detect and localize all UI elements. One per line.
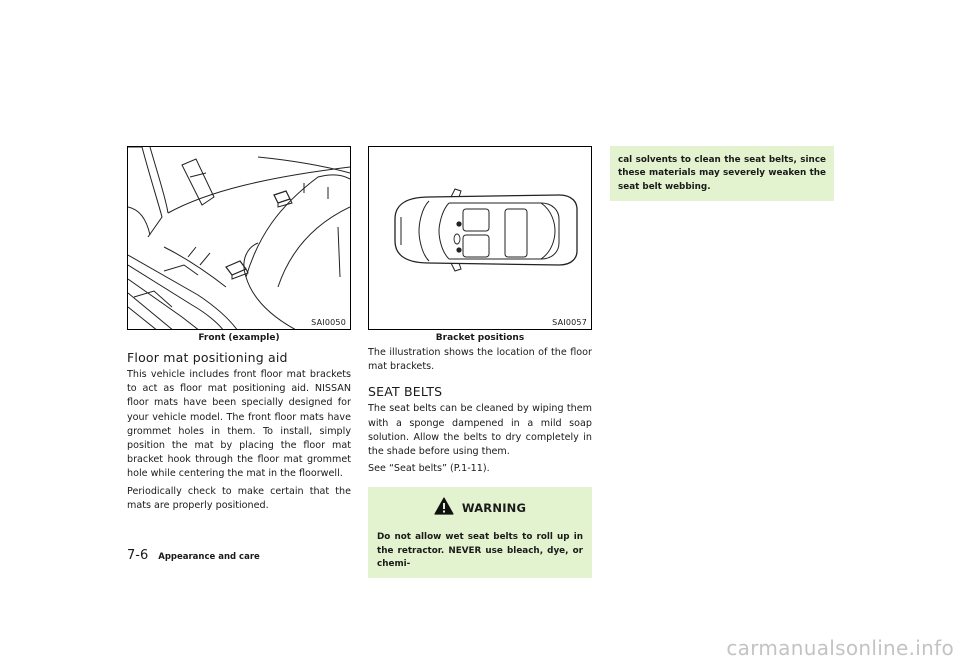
floor-mat-illustration — [127, 146, 351, 330]
paragraph: The illustration shows the location of the floor mat brackets. — [368, 347, 592, 373]
section-heading-seat-belts: SEAT BELTS — [368, 384, 443, 400]
warning-triangle-icon — [434, 497, 454, 519]
warning-text: cal solvents to clean the seat belts, since these materials may severely weaken the seat belt webbing. — [618, 155, 826, 192]
warning-box-continued — [610, 146, 834, 201]
car-top-view-drawing — [369, 147, 592, 330]
figure-caption: Front (example) — [198, 333, 280, 343]
bracket-positions-illustration — [368, 146, 592, 330]
paragraph: See “Seat belts” (P.1-11). — [368, 463, 490, 475]
page-footer — [127, 548, 260, 563]
watermark: carmanualsonline.info — [726, 636, 954, 660]
section-heading-floor-mat: Floor mat positioning aid — [127, 350, 288, 365]
paragraph: The seat belts can be cleaned by wiping them with a sponge dampened in a mild soap solution. Allow the belts to dry completely in the shade before using them. — [368, 403, 592, 458]
warning-title: WARNING — [461, 501, 527, 516]
figure-code: SAI0050 — [311, 318, 346, 327]
floor-mat-drawing — [128, 147, 351, 330]
column-left — [127, 146, 351, 513]
paragraph: Periodically check to make certain that the mats are properly positioned. — [127, 485, 351, 511]
warning-box — [368, 487, 592, 577]
section-name: Appearance and care — [158, 552, 260, 562]
page-number: 7-6 — [127, 548, 149, 563]
figure-caption: Bracket positions — [435, 333, 525, 343]
warning-text: Do not allow wet seat belts to roll up in the retractor. NEVER use bleach, dye, or chemi- — [377, 532, 583, 570]
column-right — [610, 146, 834, 201]
warning-header — [374, 497, 586, 519]
paragraph: This vehicle includes front floor mat brackets to act as floor mat positioning aid. NISSAN floor mats have been specially designed for your vehicle model. The front floor mats have grommet holes in them. To install, simply position the mat by placing the floor mat bracket hook through the floor mat grommet hole while centering the mat in the floorwell. — [127, 369, 351, 480]
figure-code: SAI0057 — [552, 318, 587, 327]
column-middle — [368, 146, 592, 578]
